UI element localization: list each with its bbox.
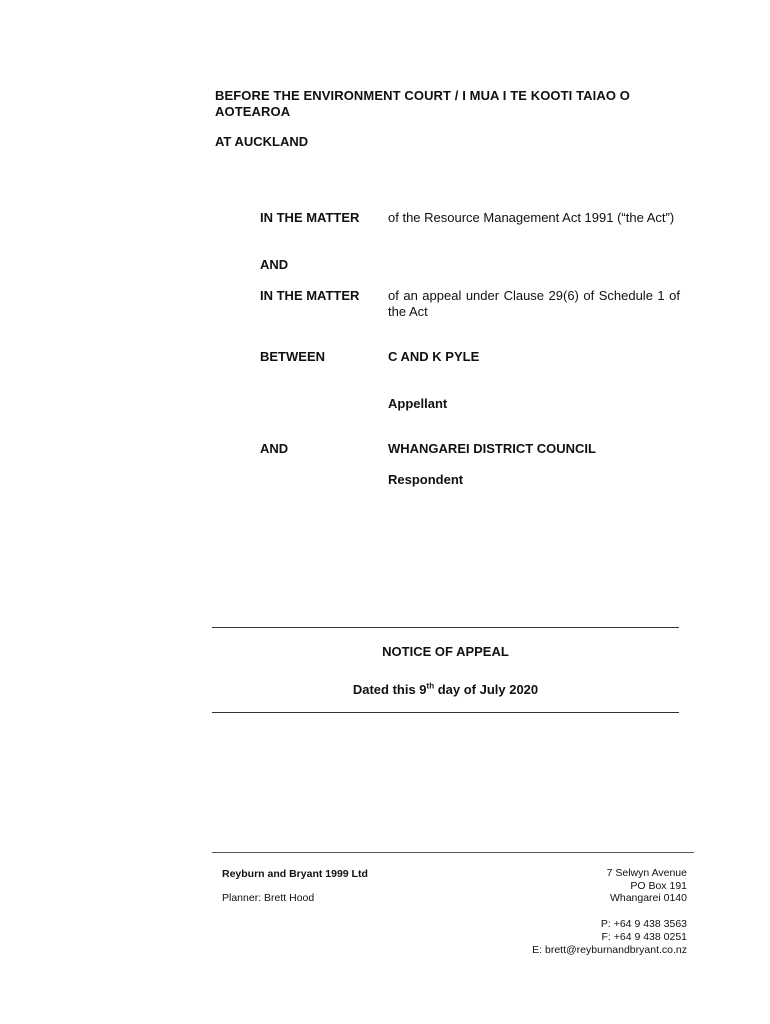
respondent-role: Respondent bbox=[388, 472, 464, 487]
court-heading: BEFORE THE ENVIRONMENT COURT / I MUA I TE KOOTI TAIAO O AOTEAROA bbox=[215, 88, 630, 119]
fax-number: F: +64 9 438 0251 bbox=[601, 931, 687, 943]
matter-label-1: IN THE MATTER bbox=[260, 210, 360, 225]
bottom-divider bbox=[212, 712, 679, 713]
matter-label-2: IN THE MATTER bbox=[260, 288, 360, 303]
footer-divider bbox=[212, 852, 694, 853]
notice-title: NOTICE OF APPEAL bbox=[382, 644, 509, 659]
top-divider bbox=[212, 627, 679, 628]
address-line-1: 7 Selwyn Avenue bbox=[606, 867, 687, 879]
firm-name: Reyburn and Bryant 1999 Ltd bbox=[222, 868, 368, 880]
between-label: BETWEEN bbox=[260, 349, 325, 364]
appellant-name: C AND K PYLE bbox=[388, 349, 480, 364]
date-ordinal: th bbox=[426, 681, 435, 691]
matter-and-label: AND bbox=[260, 257, 289, 272]
and-label: AND bbox=[260, 441, 289, 456]
matter-text-1: of the Resource Management Act 1991 (“the Act”) bbox=[388, 210, 675, 225]
address-line-3: Whangarei 0140 bbox=[609, 892, 687, 904]
respondent-name: WHANGAREI DISTRICT COUNCIL bbox=[388, 441, 596, 456]
notice-date bbox=[212, 682, 679, 698]
court-location: AT AUCKLAND bbox=[215, 134, 309, 149]
appellant-role: Appellant bbox=[388, 396, 448, 411]
planner-name: Planner: Brett Hood bbox=[222, 892, 315, 904]
date-rest: day of July 2020 bbox=[434, 682, 539, 697]
phone-number: P: +64 9 438 3563 bbox=[600, 918, 687, 930]
email-address: E: brett@reyburnandbryant.co.nz bbox=[532, 944, 687, 956]
date-prefix: Dated this 9 bbox=[352, 682, 427, 697]
matter-text-2: of an appeal under Clause 29(6) of Schedule 1 of the Act bbox=[388, 288, 680, 319]
address-line-2: PO Box 191 bbox=[630, 880, 687, 892]
